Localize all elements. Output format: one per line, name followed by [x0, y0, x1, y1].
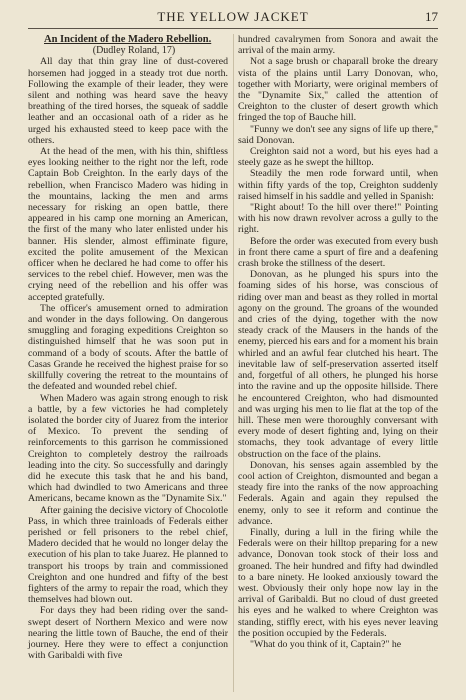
paragraph: "Right about! To the hill over there!" Pointing with his now drawn revolver across a gully to the right. — [238, 202, 438, 236]
paragraph: When Madero was again strong enough to risk a battle, by a few victories he had completely isolated the border city of Juarez from the interior of Mexico. To prevent the sending of reinforcements to this garrison he commissioned Creighton to completely destroy the railroads leading into the city. So successfully and daringly did he execute this task that he and his band, which had dwindled to two Americans and three Americans, became known as the "Dynamite Six." — [28, 392, 228, 505]
paragraph: "Funny we don't see any signs of life up there," said Donovan. — [238, 123, 438, 146]
paragraph: Finally, during a lull in the firing while the Federals were on their hilltop preparing for a new advance, Donovan took stock of their loss and groaned. The heir hundred and fifty had dwindled to a bare ninety. He looked anxiously toward the west. Obviously their only hope now lay in the arrival of Garibaldi. But no cloud of dust greeted his eyes and he walked to where Creighton was standing, stiffly erect, with his eyes never leaving the position occupied by the Federals. — [238, 526, 438, 639]
page-number: 17 — [425, 9, 438, 24]
paragraph: Not a sage brush or chaparall broke the dreary vista of the plains until Larry Donovan, who, together with Moriarty, were original members of the "Dynamite Six," called the attention of Creighton to the cluster of desert growth which fringed the top of Bauche hill. — [238, 56, 438, 124]
column-divider — [233, 34, 234, 692]
paragraph: Donovan, as he plunged his spurs into the foaming sides of his horse, was conscious of riding over man and beast as they rolled in mortal agony on the ground. The groans of the wounded and cries of the dying, together with the now steady crack of the Mausers in the hands of the enemy, pierced his ears and for a moment his brain whirled and an awful fear clutched his heart. The inevitable law of self-preservation asserted itself and, forgetful of all others, he plunged his horse into the ravine and up the opposite hillside. There he encountered Creighton, who had dismounted and was urging his men to lie flat at the top of the hill. These men were thoroughly conversant with every mode of desert fighting and, lying on their stomachs, they took advantage of every little obstruction on the face of the plains. — [238, 269, 438, 460]
paragraph: After gaining the decisive victory of Chocolotle Pass, in which three trainloads of Federals either perished or fell prisoners to the rebel chief, Madero decided that he would no longer delay the execution of his plan to take Juarez. He planned to transport his troops by train and commissioned Creighton and one hundred and fifty of the best fighters of the army to repair the road, which they themselves had blown out. — [28, 504, 228, 606]
paragraph: The officer's amusement orned to admiration and wonder in the days following. On dangerous smuggling and foraging expeditions Creighton so distinguished himself that he was soon put in command of a body of scouts. After the battle of Casas Grande he received the highest praise for so skillfully covering the retreat to the mountains of the defeated and wounded rebel chief. — [28, 302, 228, 393]
page-header — [28, 8, 438, 29]
paragraph: Creighton said not a word, but his eyes had a steely gaze as he swept the hilltop. — [238, 146, 438, 169]
article-byline: (Dudley Roland, 17) — [92, 45, 176, 57]
paragraph: hundred cavalrymen from Sonora and await the arrival of the main army. — [238, 34, 438, 57]
paragraph: At the head of the men, with his thin, shiftless eyes looking neither to the right nor the left, rode Captain Bob Creighton. In the early days of the rebellion, when Francisco Madero was hiding in the mountains, lacking the men and arms necessary for risking an open battle, there appeared in his camp one morning an American, the first of the many who later enlisted under his banner. His slender, almost effiminate figure, excited the polite amusement of the Mexican officer when he declared he had come to offer his services to the rebel chief. However, men was the crying need of the rebellion and his offer was accepted gratefully. — [28, 146, 228, 303]
paragraph: Before the order was executed from every bush in front there came a spurt of fire and a deafening crash broke the stillness of the desert. — [238, 235, 438, 270]
paragraph: For days they had been riding over the sand-swept desert of Northern Mexico and were now nearing the little town of Bauche, the end of their journey. Here they were to effect a conjunction with Garibaldi with five — [28, 605, 228, 662]
paragraph: Donovan, his senses again assembled by the cool action of Creighton, dismounted and began a steady fire into the ranks of the now approaching Federals. Again and again they repulsed the enemy, only to see it reform and continue the advance. — [238, 459, 438, 527]
paragraph: All day that thin gray line of dust-covered horsemen had jogged in a steady trot due north. Following the example of their leader, they were silent and nothing was heard save the heavy breathing of the tired horses, the squeak of saddle leather and an occasional oath of a rider as he urged his exhausted steed to keep pace with the others. — [28, 56, 228, 146]
article-title: An Incident of the Madero Rebellion. — [44, 34, 212, 45]
paragraph: Steadily the men rode forward until, when within fifty yards of the top, Creighton suddenly raised himself in his saddle and yelled in Spanish: — [238, 168, 438, 202]
left-column — [28, 34, 228, 661]
right-column — [238, 34, 438, 650]
paragraph: "What do you think of it, Captain?" he — [250, 638, 402, 650]
publication-title: THE YELLOW JACKET — [157, 9, 309, 24]
